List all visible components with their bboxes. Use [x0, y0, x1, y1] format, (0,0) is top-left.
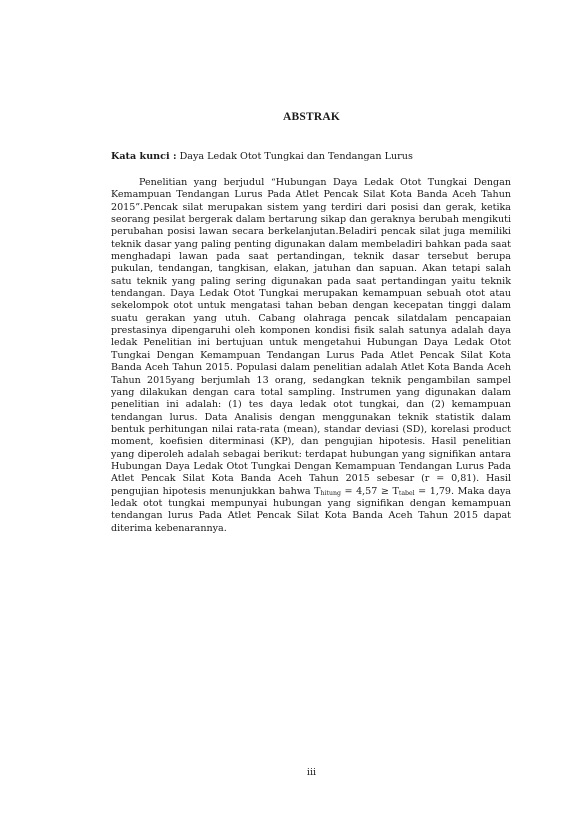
keywords-line [111, 151, 511, 163]
page-title: ABSTRAK [283, 111, 340, 123]
subscript-hitung: hitung [320, 489, 341, 497]
abstract-paragraph [111, 177, 511, 535]
page-number: iii [306, 767, 317, 778]
subscript-tabel: tabel [398, 489, 415, 497]
keywords-value: Daya Ledak Otot Tungkai dan Tendangan Lurus [179, 151, 413, 162]
abstract-text-part-3: = 1,79. Maka daya ledak otot tungkai mempunyai hubungan yang signifikan dengan kemampuan tendangan lurus Pada Atlet Pencak Silat Kota Banda Aceh Tahun 2015 dapat diterima kebenarannya. [111, 485, 511, 534]
abstract-text-part-2: = 4,57 ≥ T [340, 485, 399, 497]
abstract-text-part-1: Penelitian yang berjudul “Hubungan Daya Ledak Otot Tungkai Dengan Kemampuan Tendangan Lurus Pada Atlet Pencak Silat Kota Banda Aceh Tahun 2015”.Pencak silat merupakan sistem yang terdiri dari posisi dan gerak, ketika seorang pesilat bergerak dalam bertarung sikap dan geraknya berubah mengikuti perubahan posisi lawan secara berkelanjutan.Beladiri pencak silat juga memiliki teknik dasar yang paling penting digunakan dalam membeladiri bahkan pada saat menghadapi lawan pada saat pertandingan, teknik dasar tersebut berupa pukulan, tendangan, tangkisan, elakan, jatuhan dan sapuan. Akan tetapi salah satu teknik yang paling sering digunakan pada saat pertandingan yaitu teknik tendangan. Daya Ledak Otot Tungkai merupakan kemampuan sebuah otot atau sekelompok otot untuk mengatasi tahan beban dengan kecepatan tinggi dalam suatu gerakan yang utuh. Cabang olahraga pencak silatdalam pencapaian prestasinya dipengaruhi oleh komponen kondisi fisik salah satunya adalah daya ledak Penelitian ini bertujuan untuk mengetahui Hubungan Daya Ledak Otot Tungkai Dengan Kemampuan Tendangan Lurus Pada Atlet Pencak Silat Kota Banda Aceh Tahun 2015. Populasi dalam penelitian adalah Atlet Kota Banda Aceh Tahun 2015yang berjumlah 13 orang, sedangkan teknik pengambilan sampel yang dilakukan dengan cara total sampling. Instrumen yang digunakan dalam penelitian ini adalah: (1) tes daya ledak otot tungkai, dan (2) kemampuan tendangan lurus. Data Analisis dengan menggunakan teknik statistik dalam bentuk perhitungan nilai rata-rata (mean), standar deviasi (SD), korelasi product moment, koefisien diterminasi (KP), dan pengujian hipotesis. Hasil penelitian yang diperoleh adalah sebagai berikut: terdapat hubungan yang signifikan antara Hubungan Daya Ledak Otot Tungkai Dengan Kemampuan Tendangan Lurus Pada Atlet Pencak Silat Kota Banda Aceh Tahun 2015 sebesar (r = 0,81). Hasil pengujian hipotesis menunjukkan bahwa T [111, 177, 511, 497]
keywords-label: Kata kunci : [111, 151, 177, 162]
